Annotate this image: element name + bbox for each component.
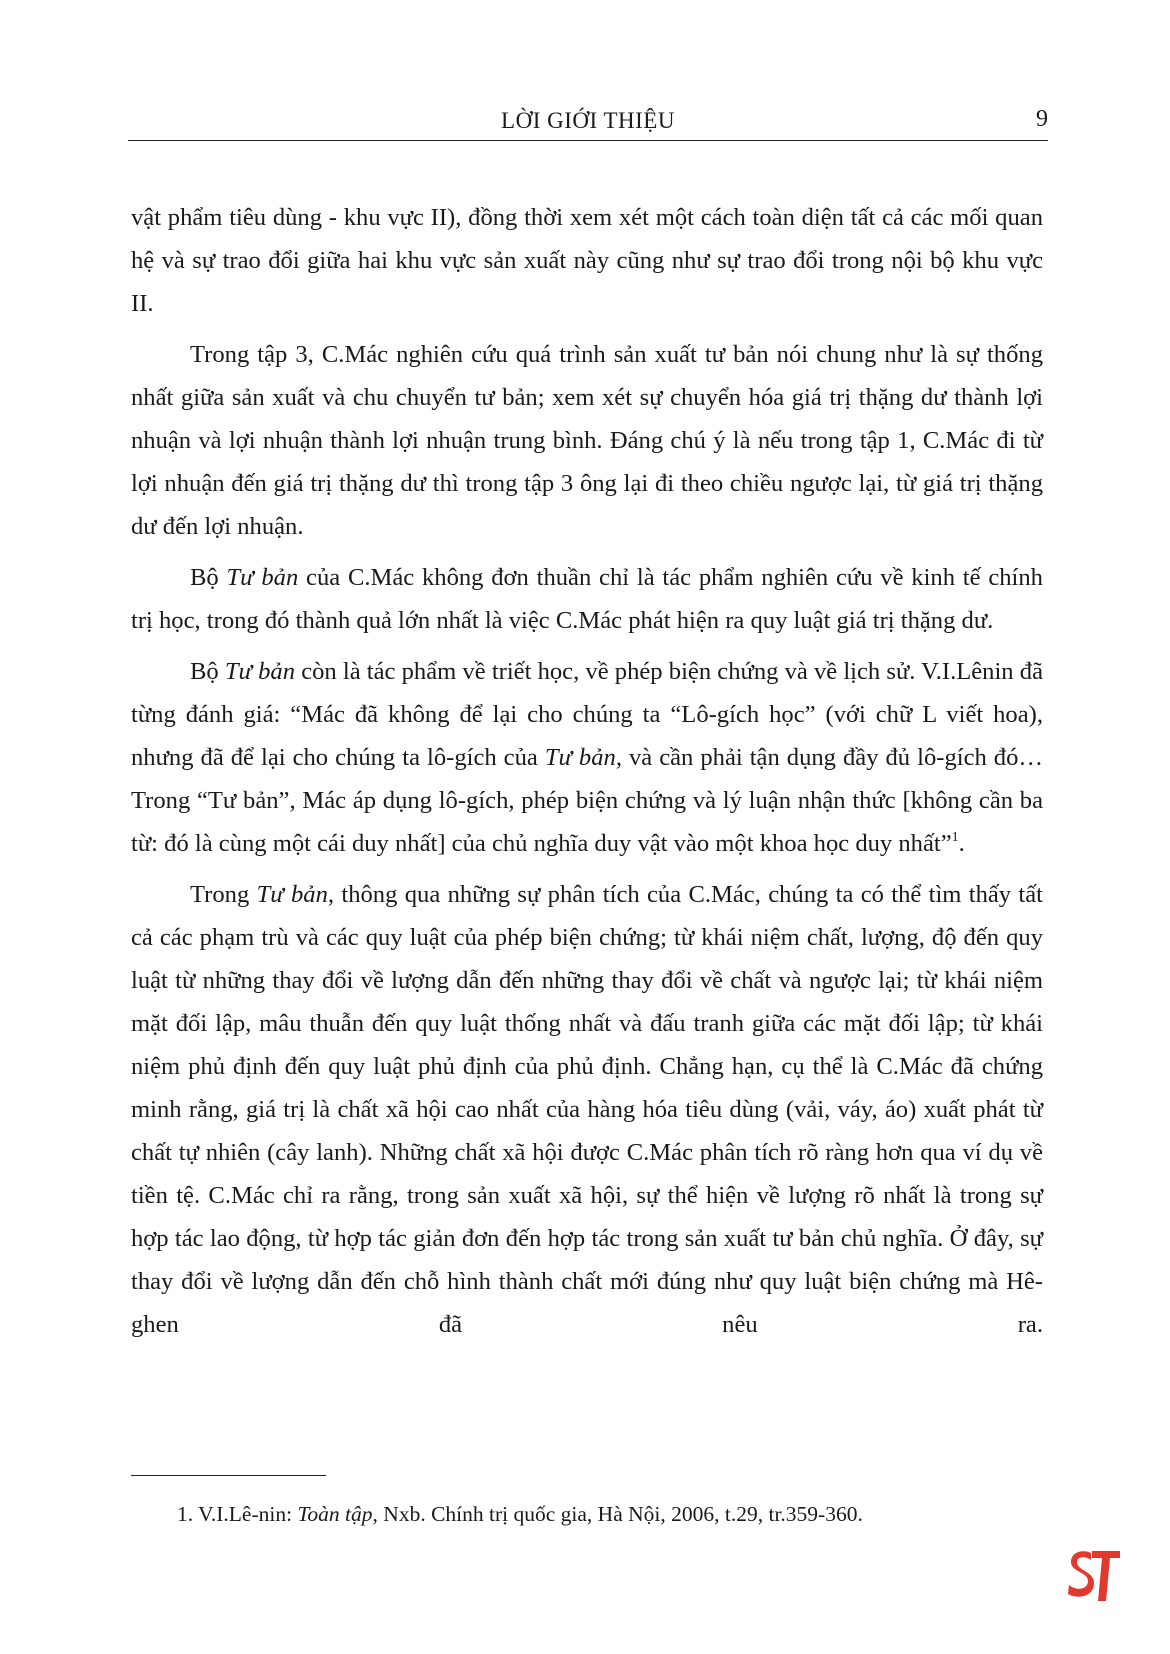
footnote-title: Toàn tập (297, 1502, 373, 1526)
footnote (177, 1500, 863, 1528)
text-run: Trong (190, 881, 257, 908)
paragraph (131, 196, 1043, 325)
italic-title: Tư bản (224, 658, 296, 685)
paragraph (131, 556, 1043, 642)
publisher-logo (1066, 1545, 1122, 1605)
page-header (128, 100, 1048, 141)
body-text (131, 196, 1043, 1346)
text-run: Bộ (190, 564, 227, 591)
italic-title: Tư bản (544, 744, 616, 771)
paragraph (131, 650, 1043, 865)
text-run: Bộ (190, 658, 225, 685)
text-run: vật phẩm tiêu dùng - khu vực II), đồng thời xem xét một cách toàn diện tất cả các mối quan hệ và sự trao đổi giữa hai khu vực sản xuất này cũng như sự trao đổi trong nội bộ khu vực II. (131, 204, 1043, 317)
text-run: , và cần phải tận dụng đầy đủ lô-gích đó… Trong “Tư bản”, Mác áp dụng lô-gích, phép biện chứng và lý luận nhận thức [không cần ba từ: đó là cùng một cái duy nhất] của chủ nghĩa duy vật vào một khoa học duy nhất” (131, 744, 1043, 857)
italic-title: Tư bản (256, 881, 328, 908)
paragraph (131, 873, 1043, 1346)
italic-title: Tư bản (226, 564, 299, 591)
footnote-source: , Nxb. Chính trị quốc gia, Hà Nội, 2006, t.29, tr.359-360. (372, 1502, 863, 1526)
text-run: của C.Mác không đơn thuần chỉ là tác phẩm nghiên cứu về kinh tế chính trị học, trong đó thành quả lớn nhất là việc C.Mác phát hiện ra quy luật giá trị thặng dư. (131, 564, 1043, 634)
text-run: Trong tập 3, C.Mác nghiên cứu quá trình sản xuất tư bản nói chung như là sự thống nhất giữa sản xuất và chu chuyển tư bản; xem xét sự chuyển hóa giá trị thặng dư thành lợi nhuận và lợi nhuận thành lợi nhuận trung bình. Đáng chú ý là nếu trong tập 1, C.Mác đi từ lợi nhuận đến giá trị thặng dư thì trong tập 3 ông lại đi theo chiều ngược lại, từ giá trị thặng dư đến lợi nhuận. (131, 341, 1043, 540)
footnote-reference: 1 (951, 830, 959, 845)
footnote-author: V.I.Lê-nin: (198, 1502, 298, 1526)
footnote-divider (131, 1475, 326, 1476)
st-logo-icon (1066, 1545, 1122, 1605)
page-number: 9 (1036, 106, 1048, 132)
text-run: , thông qua những sự phân tích của C.Mác, chúng ta có thể tìm thấy tất cả các phạm trù và các quy luật của phép biện chứng; từ khái niệm chất, lượng, độ đến quy luật từ những thay đổi về lượng dẫn đến những thay đổi về chất và ngược lại; từ khái niệm mặt đối lập, mâu thuẫn đến quy luật thống nhất và đấu tranh giữa các mặt đối lập; từ khái niệm phủ định đến quy luật phủ định của phủ định. Chẳng hạn, cụ thể là C.Mác đã chứng minh rằng, giá trị là chất xã hội cao nhất của hàng hóa tiêu dùng (vải, váy, áo) xuất phát từ chất tự nhiên (cây lanh). Những chất xã hội được C.Mác phân tích rõ ràng hơn qua ví dụ về tiền tệ. C.Mác chỉ ra rằng, trong sản xuất xã hội, sự thể hiện về lượng rõ nhất là trong sự hợp tác lao động, từ hợp tác giản đơn đến hợp tác trong sản xuất tư bản chủ nghĩa. Ở đây, sự thay đổi về lượng dẫn đến chỗ hình thành chất mới đúng như quy luật biện chứng mà Hê-ghen đã nêu ra. (131, 881, 1044, 1338)
running-title: LỜI GIỚI THIỆU (501, 108, 675, 133)
text-run: . (958, 830, 965, 857)
paragraph (131, 333, 1043, 548)
footnote-number: 1. (177, 1502, 194, 1526)
text-run: còn là tác phẩm về triết học, về phép biện chứng và về lịch sử. V.I.Lênin đã từng đánh giá: “Mác đã không để lại cho chúng ta “Lô-gích học” (với chữ L viết hoa), nhưng đã để lại cho chúng ta lô-gích của (131, 658, 1043, 771)
